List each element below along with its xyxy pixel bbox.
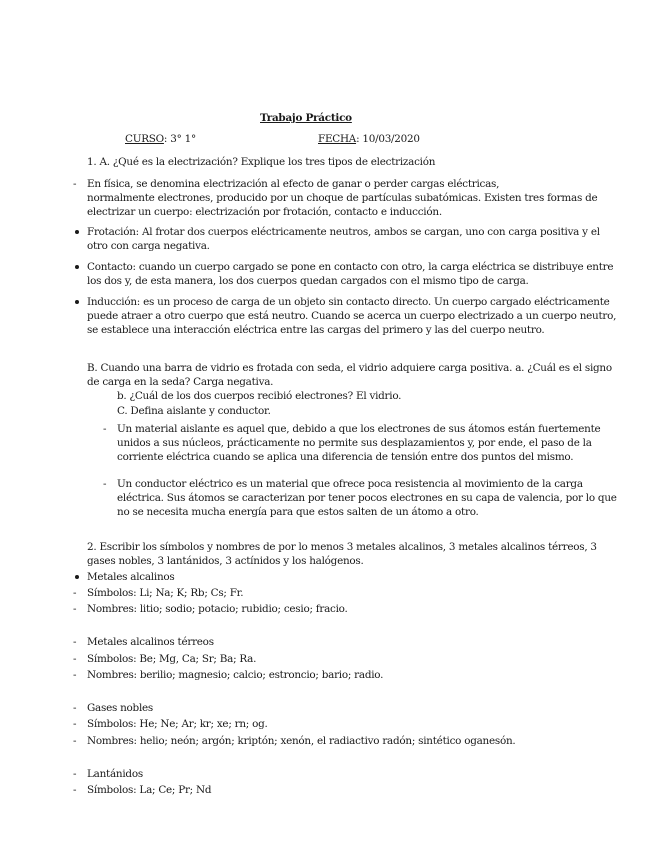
dash-marker: - — [73, 735, 77, 747]
dash-marker: - — [73, 636, 77, 648]
frotacion-text: Frotación: Al frotar dos cuerpos eléctricamente neutros, ambos se cargan, uno con carga positiva y el — [87, 226, 600, 238]
lantanidos-heading: Lantánidos — [87, 768, 143, 780]
dash-marker: - — [73, 768, 77, 780]
curso-field — [125, 133, 196, 145]
bullet-dot — [75, 300, 79, 304]
question-b-sub-c: C. Defina aislante y conductor. — [117, 405, 271, 417]
dash-marker: - — [73, 178, 77, 190]
gases-nombres: Nombres: helio; neón; argón; kriptón; xenón, el radiactivo radón; sintético oganesón. — [87, 735, 516, 747]
dash-marker: - — [103, 423, 107, 435]
dash-marker: - — [73, 718, 77, 730]
fecha-label: FECHA — [318, 133, 357, 145]
gases-heading: Gases nobles — [87, 702, 154, 714]
dash-marker: - — [73, 784, 77, 796]
contacto-text: Contacto: cuando un cuerpo cargado se pone en contacto con otro, la carga eléctrica se distribuye entre — [87, 261, 614, 273]
alcalinos-nombres: Nombres: litio; sodio; potacio; rubidio; cesio; fracio. — [87, 603, 348, 615]
lantanidos-simbolos: Símbolos: La; Ce; Pr; Nd — [87, 784, 212, 796]
dash-marker: - — [73, 702, 77, 714]
dash-marker: - — [103, 478, 107, 490]
terreos-simbolos: Símbolos: Be; Mg, Ca; Sr; Ba; Ra. — [87, 653, 257, 665]
gases-simbolos: Símbolos: He; Ne; Ar; kr; xe; rn; og. — [87, 718, 268, 730]
alcalinos-heading: Metales alcalinos — [87, 571, 175, 583]
dash-marker: - — [73, 587, 77, 599]
curso-label: CURSO — [125, 133, 164, 145]
bullet-dot — [75, 230, 79, 234]
answer-line: normalmente electrones, producido por un choque de partículas subatómicas. Existen tres formas de — [87, 192, 598, 204]
contacto-text: los dos y, de esta manera, los dos cuerpos quedan cargados con el mismo tipo de carga. — [87, 275, 529, 287]
frotacion-text: otro con carga negativa. — [87, 240, 210, 252]
dash-marker: - — [73, 653, 77, 665]
question-1: 1. A. ¿Qué es la electrización? Explique los tres tipos de electrización — [87, 156, 436, 168]
question-b: de carga en la seda? Carga negativa. — [87, 376, 274, 388]
induccion-text: se establece una interacción eléctrica entre las cargas del primero y las del cuerpo neutro. — [87, 324, 545, 336]
bullet-dot — [75, 575, 79, 579]
curso-value: : 3° 1° — [163, 133, 196, 145]
conductor-text: no se necesita mucha energía para que estos salten de un átomo a otro. — [117, 506, 479, 518]
dash-marker: - — [73, 603, 77, 615]
fecha-field — [318, 133, 420, 145]
conductor-text: eléctrica. Sus átomos se caracterizan por tener pocos electrones en su capa de valencia, por lo que — [117, 492, 617, 504]
terreos-nombres: Nombres: berilio; magnesio; calcio; estroncio; bario; radio. — [87, 669, 384, 681]
aislante-text: Un material aislante es aquel que, debido a que los electrones de sus átomos están fuertemente — [117, 423, 601, 435]
induccion-text: puede atraer a otro cuerpo que está neutro. Cuando se acerca un cuerpo electrizado a un cuerpo neutro, — [87, 310, 617, 322]
question-2: 2. Escribir los símbolos y nombres de por lo menos 3 metales alcalinos, 3 metales alcalinos térreos, 3 — [87, 541, 597, 553]
document-title: Trabajo Práctico — [260, 112, 352, 124]
induccion-text: Inducción: es un proceso de carga de un objeto sin contacto directo. Un cuerpo cargado eléctricamente — [87, 296, 610, 308]
aislante-text: unidos a sus núcleos, prácticamente no permite sus desplazamientos y, por ende, el paso de la — [117, 437, 592, 449]
terreos-heading: Metales alcalinos térreos — [87, 636, 214, 648]
question-2: gases nobles, 3 lantánidos, 3 actínidos y los halógenos. — [87, 555, 364, 567]
question-b: B. Cuando una barra de vidrio es frotada con seda, el vidrio adquiere carga positiva. a. ¿Cuál es el signo — [87, 362, 612, 374]
alcalinos-simbolos: Símbolos: Li; Na; K; Rb; Cs; Fr. — [87, 587, 244, 599]
fecha-value: : 10/03/2020 — [356, 133, 420, 145]
conductor-text: Un conductor eléctrico es un material que ofrece poca resistencia al movimiento de la carga — [117, 478, 583, 490]
aislante-text: corriente eléctrica cuando se aplica una diferencia de tensión entre dos puntos del mismo. — [117, 451, 574, 463]
dash-marker: - — [73, 669, 77, 681]
question-b-sub-b: b. ¿Cuál de los dos cuerpos recibió electrones? El vidrio. — [117, 390, 402, 402]
answer-line: electrizar un cuerpo: electrización por frotación, contacto e inducción. — [87, 206, 442, 218]
answer-line: En física, se denomina electrización al efecto de ganar o perder cargas eléctricas, — [87, 178, 500, 190]
bullet-dot — [75, 265, 79, 269]
